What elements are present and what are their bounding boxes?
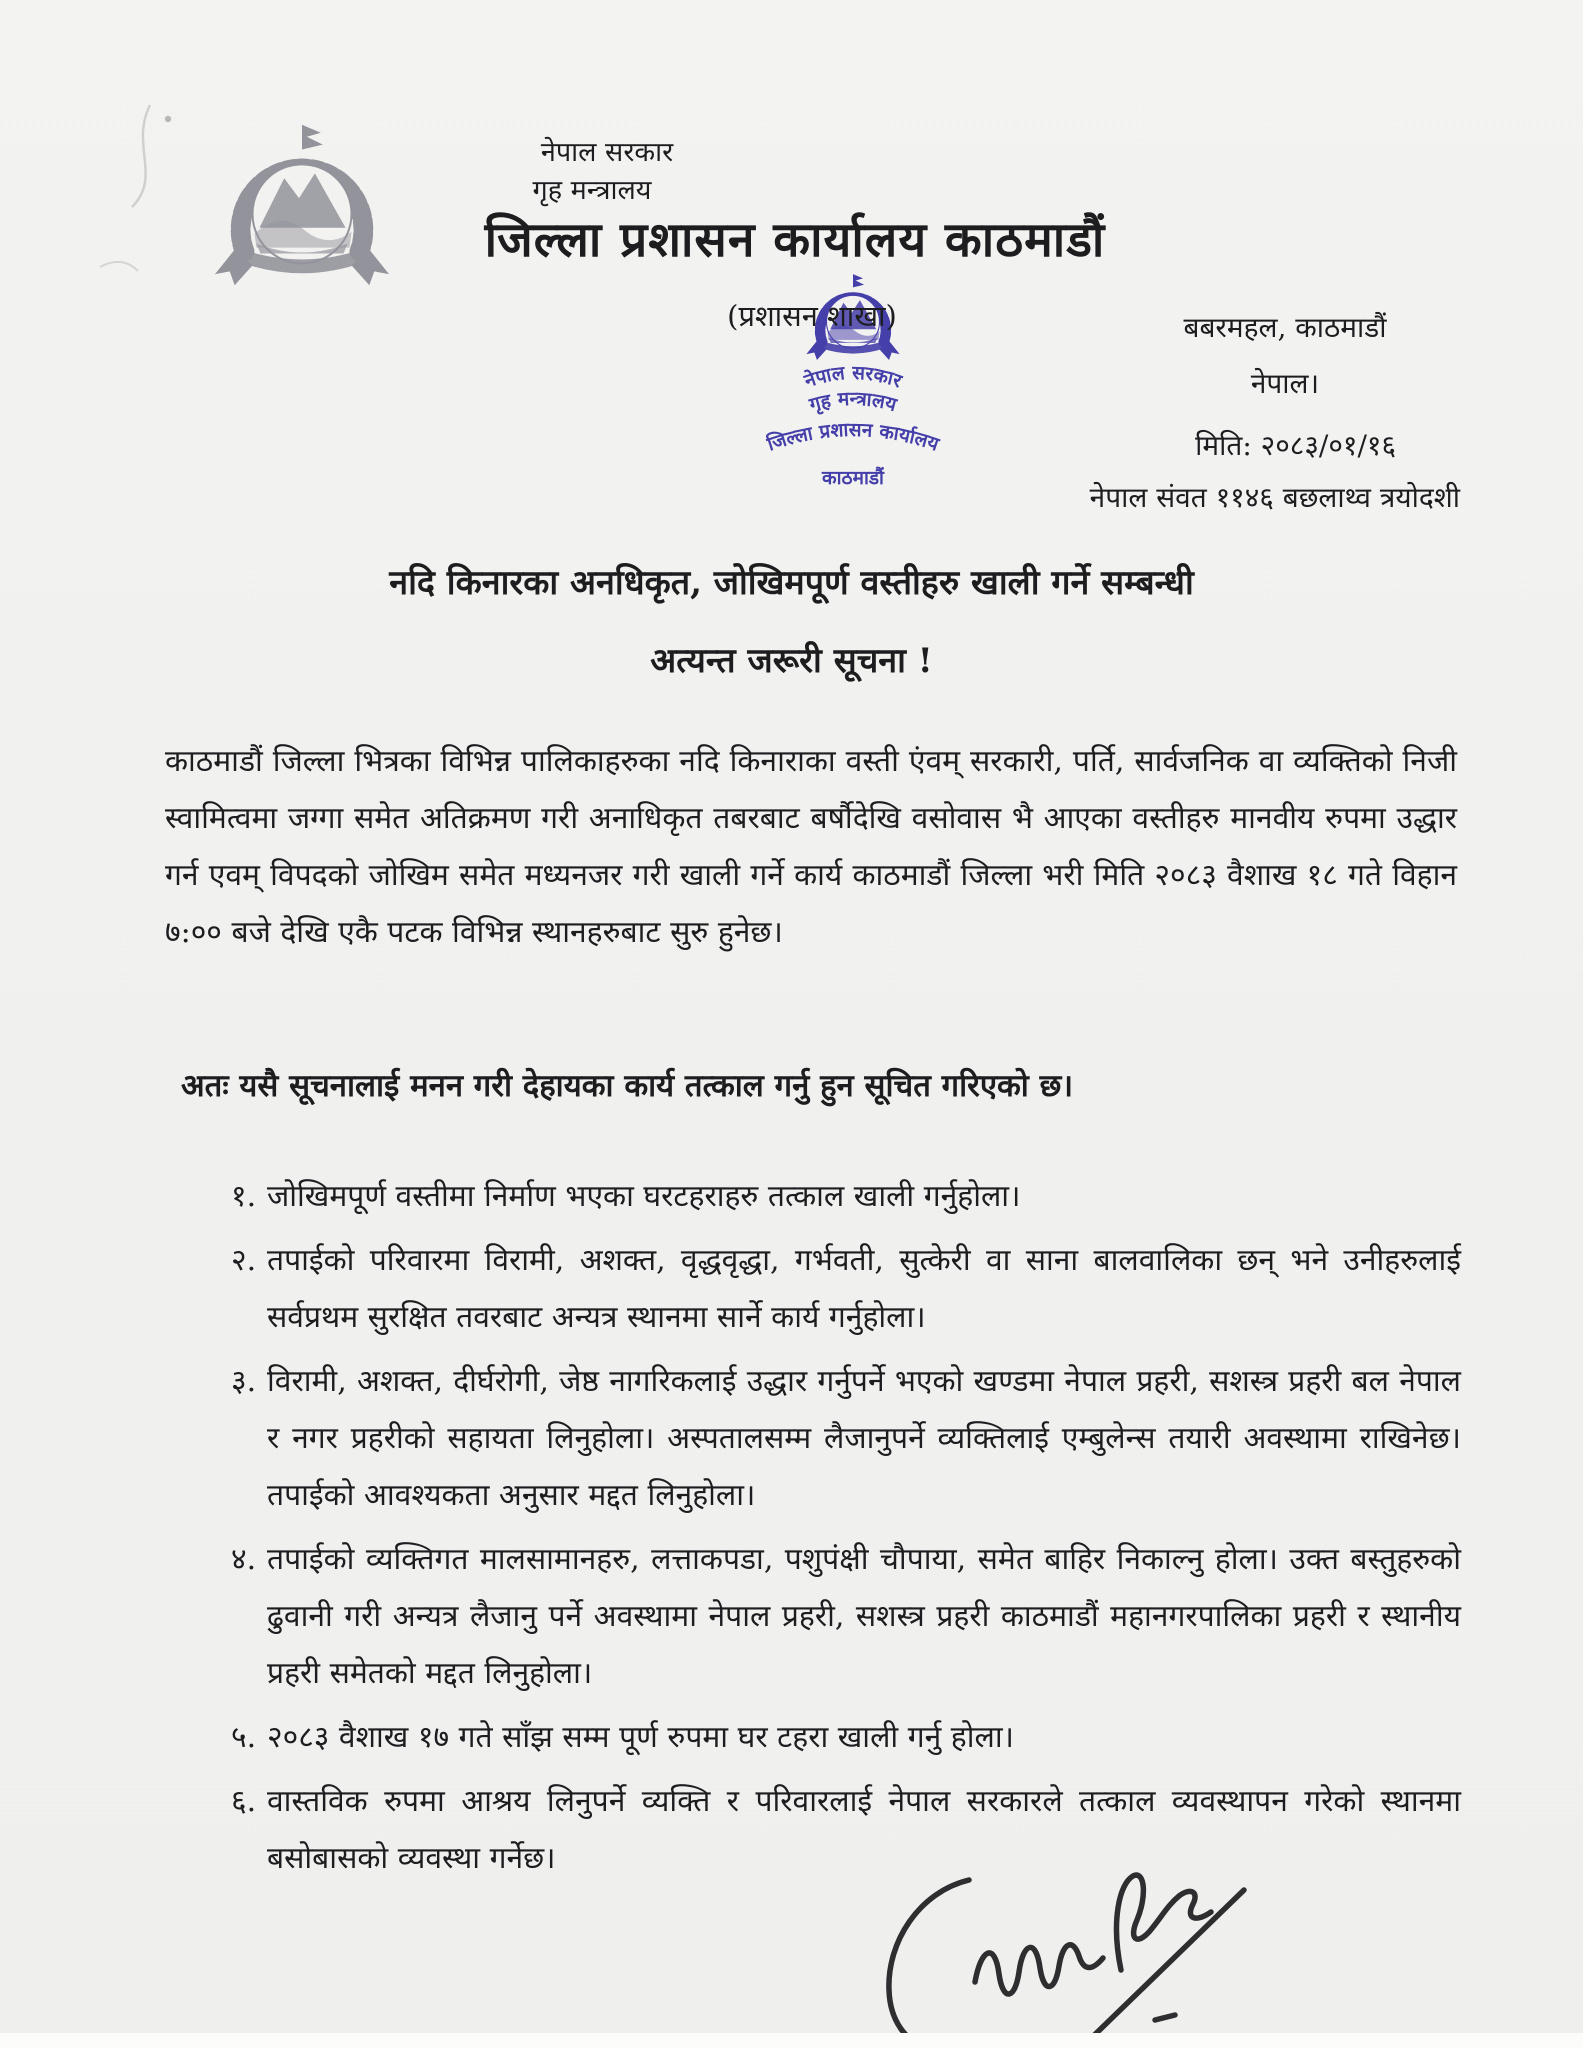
list-item [231,1531,1461,1702]
letterhead-ministry: गृह मन्त्रालय [532,175,652,206]
stamp-line-office: जिल्ला प्रशासन कार्यालय [764,418,942,456]
svg-text:काठमाडौं [821,466,885,489]
instruction-list [231,1168,1461,1894]
stamp-line-district: काठमाडौं [822,467,884,489]
scanner-edge [0,2033,1583,2048]
list-item-number: ४. [231,1542,257,1577]
notice-intro-paragraph: काठमाडौं जिल्ला भित्रका विभिन्न पालिकाहरुका नदि किनाराका वस्ती एंवम् सरकारी, पर्ति, सार्वजनिक वा व्यक्तिको निजी स्वामित्वमा जग्गा समेत अतिक्रमण गरी अनाधिकृत तबरबाट बर्षौदेखि वसोवास भै आएका वस्तीहरु मानवीय रुपमा उद्धार गर्न एवम् विपदको जोखिम समेत मध्यनजर गरी खाली गर्ने कार्य काठमाडौं जिल्ला भरी मिति २०८३ वैशाख १८ गते विहान ७:०० बजे देखि एकै पटक विभिन्न स्थानहरुबाट सुरु हुनेछ। [165,744,1457,950]
notice-title-line-2: अत्यन्त जरूरी सूचना ! [650,641,933,681]
list-item [231,1168,1461,1225]
address-line-1: बबरमहल, काठमाडौं [1183,311,1387,344]
letterhead-government: नेपाल सरकार [540,137,674,168]
notice-title-line-1: नदि किनारका अनधिकृत, जोखिमपूर्ण वस्तीहरु खाली गर्ने सम्बन्धी [389,563,1194,603]
letterhead-branch: (प्रशासन शाखा) [727,299,897,333]
list-item [231,1709,1461,1766]
handwritten-signature [848,1862,1280,2048]
list-item-text: वास्तविक रुपमा आश्रय लिनुपर्ने व्यक्ति र परिवारलाई नेपाल सरकारले तत्काल व्यवस्थापन गरेको स्थानमा बसोबासको व्यवस्था गर्नेछ। [267,1784,1461,1876]
svg-text:गृह मन्त्रालय [806,388,900,417]
nepal-coat-of-arms-emblem [203,110,401,300]
list-item-text: विरामी, अशक्त, दीर्घरोगी, जेष्ठ नागरिकलाई उद्धार गर्नुपर्ने भएको खण्डमा नेपाल प्रहरी, सशस्त्र प्रहरी बल नेपाल र नगर प्रहरीको सहायता लिनुहोला। अस्पतालसम्म लैजानुपर्ने व्यक्तिलाई एम्बुलेन्स तयारी अवस्थामा राखिनेछ। तपाईको आवश्यकता अनुसार मद्दत लिनुहोला। [267,1364,1461,1513]
date-line: मिति: २०८३/०१/१६ [1195,429,1396,462]
list-item-number: ५. [231,1720,257,1755]
nepal-sambat-line: नेपाल संवत ११४६ बछलाथ्व त्रयोदशी [1089,481,1460,514]
list-item-text: जोखिमपूर्ण वस्तीमा निर्माण भएका घरटहराहरु तत्काल खाली गर्नुहोला। [267,1179,1021,1214]
list-item-number: २. [231,1243,257,1278]
list-item-number: ३. [231,1364,257,1399]
office-address [1155,300,1415,412]
list-item-text: तपाईको परिवारमा विरामी, अशक्त, वृद्धवृद्धा, गर्भवती, सुत्केरी वा साना बालवालिका छन् भने उनीहरुलाई सर्वप्रथम सुरक्षित तवरबाट अन्यत्र स्थानमा सार्ने कार्य गर्नुहोला। [267,1243,1461,1335]
letterhead-office-title: जिल्ला प्रशासन कार्यालय काठमाडौं [484,212,1106,268]
list-item-number: १. [231,1179,257,1214]
notice-directive: अतः यसै सूचनालाई मनन गरी देहायका कार्य तत्काल गर्नु हुन सूचित गरिएको छ। [181,1068,1074,1104]
address-line-2: नेपाल। [1250,367,1320,400]
list-item-text: तपाईको व्यक्तिगत मालसामानहरु, लत्ताकपडा, पशुपंक्षी चौपाया, समेत बाहिर निकाल्नु होला। उक्त बस्तुहरुको ढुवानी गरी अन्यत्र लैजानु पर्ने अवस्थामा नेपाल प्रहरी, सशस्त्र प्रहरी काठमाडौं महानगरपालिका प्रहरी र स्थानीय प्रहरी समेतको मद्दत लिनुहोला। [267,1542,1461,1691]
stamp-line-ministry: गृह मन्त्रालय [807,387,899,417]
list-item [231,1353,1461,1524]
list-item-text: २०८३ वैशाख १७ गते साँझ सम्म पूर्ण रुपमा घर टहरा खाली गर्नु होला। [267,1720,1014,1755]
svg-text:जिल्ला प्रशासन कार्यालय [763,419,942,456]
list-item-number: ६. [231,1784,257,1819]
stamp-line-government: नेपाल सरकार [801,361,905,393]
list-item [231,1232,1461,1346]
